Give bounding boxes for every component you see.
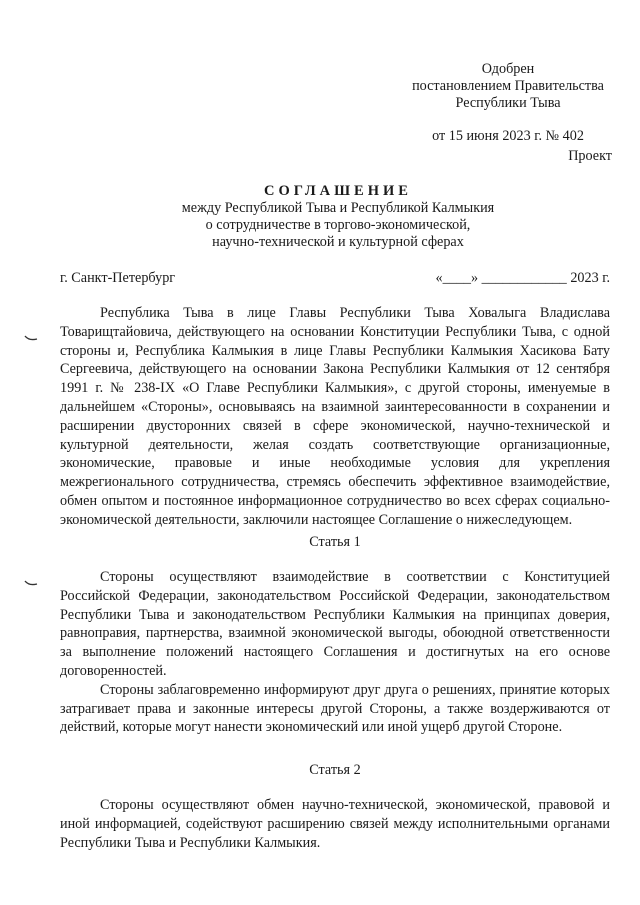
subtitle-line-2: о сотрудничестве в торгово-экономической, — [205, 217, 471, 233]
approval-line-1: Одобрен — [481, 61, 535, 77]
preamble-paragraph: Республика Тыва в лице Главы Республики Тыва Ховалыга Владислава Товарищтайовича, действующего на основании Конституции Республики Тыва, с одной стороны и, Республика Калмыкия в лице Главы Республики Калмыкия Хасикова Бату Сергеевича, действующего на основании Закона Республики Калмыкия от 12 сентября 1991 г. № 238-IX «О Главе Республики Калмыкия», с другой стороны, именуемые в дальнейшем «Стороны», основываясь на взаимной заинтересованности в сохранении и расширении двусторонних связей в сфере экономической, научно-технической и культурной деятельности, желая создать соответствующие организационные, экономические, правовые и иные необходимые условия для укрепления межрегионального сотрудничества, стремясь обеспечить эффективное взаимодействие, обмен опытом и постоянное информационное сотрудничество во всех сферах социально-экономической деятельности, заключили настоящее Соглашение о нижеследующем. — [60, 305, 610, 528]
article-2-body — [60, 796, 610, 852]
signing-place: г. Санкт-Петербург — [60, 270, 176, 286]
document-title-block — [60, 182, 616, 251]
subtitle-line-3: научно-технической и культурной сферах — [212, 234, 464, 250]
approval-line-3: Республики Тыва — [455, 95, 561, 111]
article-1-paragraph-2: Стороны заблаговременно информируют друг друга о решениях, принятие которых затрагивает права и законные интересы другой Стороны, а также воздерживаются от действий, которые могут нанести экономический или иной ущерб другой Стороне. — [60, 681, 610, 736]
preamble-section — [60, 304, 610, 530]
margin-mark-icon — [24, 580, 38, 586]
approval-stamp — [396, 61, 620, 145]
article-1-body — [60, 568, 610, 737]
signing-date-blank: «____» ____________ 2023 г. — [435, 270, 610, 286]
document-title: СОГЛАШЕНИЕ — [264, 183, 412, 199]
place-date-line — [60, 270, 610, 287]
subtitle-line-1: между Республикой Тыва и Республикой Калмыкия — [181, 200, 495, 216]
article-2-paragraph-1: Стороны осуществляют обмен научно-технической, экономической, правовой и иной информацией, содействуют расширению связей между исполнительными органами Республики Тыва и Республики Калмыкия. — [60, 797, 610, 851]
approval-date: от 15 июня 2023 г. № 402 — [432, 128, 584, 144]
article-1-paragraph-1: Стороны осуществляют взаимодействие в соответствии с Конституцией Российской Федерации, законодательством Российской Федерации, законодательством Республики Тыва и законодательством Республики Калмыкия на принципах доверия, равноправия, партнерства, взаимной экономической выгоды, обоюдной ответственности за выполнение положений настоящего Соглашения и достигнутых на его основе договоренностей. — [60, 569, 610, 679]
article-1-heading: Статья 1 — [309, 534, 361, 550]
article-2-heading: Статья 2 — [309, 762, 361, 778]
project-label: Проект — [568, 148, 612, 164]
margin-mark-icon — [24, 335, 38, 341]
approval-line-2: постановлением Правительства — [412, 78, 604, 94]
